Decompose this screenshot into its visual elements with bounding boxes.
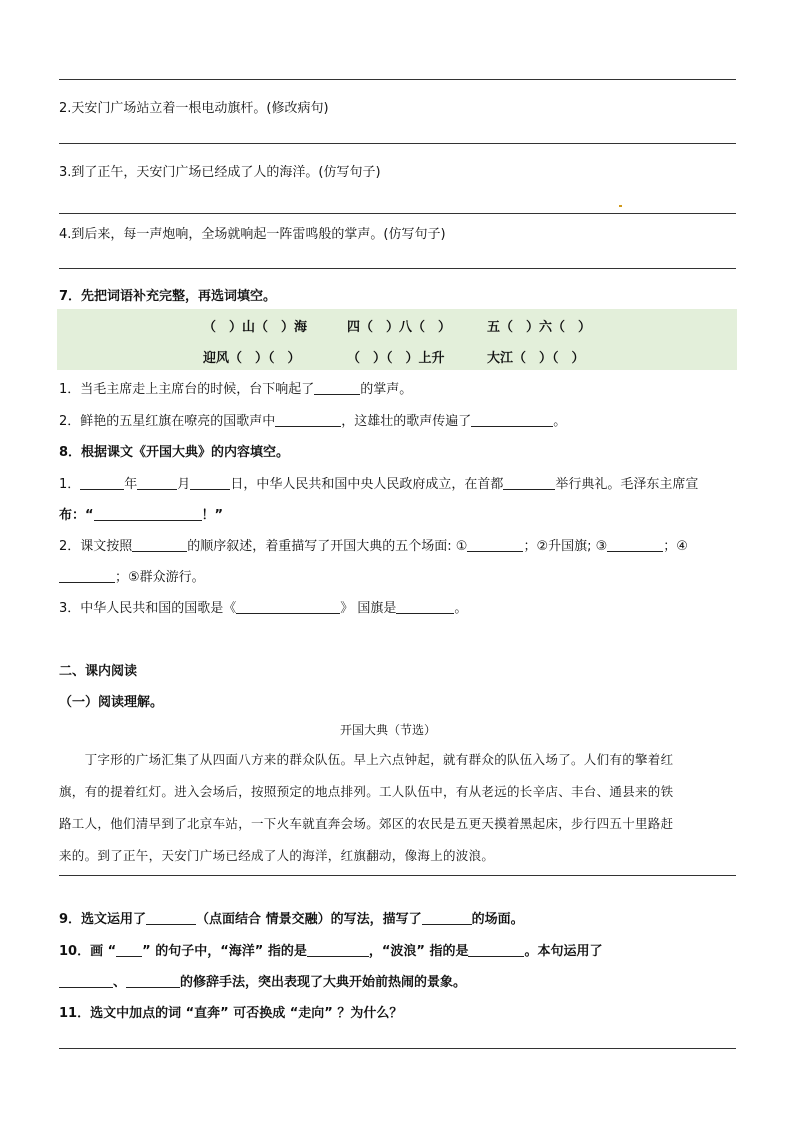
question-4: 4.到后来，每一声炮响，全场就响起一阵雷鸣般的掌声。(仿写句子) xyxy=(59,227,446,242)
question-3: 3.到了正午，天安门广场已经成了人的海洋。(仿写句子) xyxy=(59,165,381,180)
blank[interactable] xyxy=(468,944,524,957)
blank[interactable] xyxy=(59,570,115,583)
blank[interactable] xyxy=(503,477,555,490)
word-2: 四（ ）八（ ） xyxy=(347,320,452,335)
wavy-underline-sample xyxy=(116,945,142,957)
question-10-line-2: 、 的修辞手法，突出表现了大典开始前热闹的景象。 xyxy=(59,971,466,990)
blank[interactable] xyxy=(236,601,340,614)
answer-line-2[interactable] xyxy=(59,143,736,144)
passage-underline xyxy=(59,875,736,876)
answer-line-4[interactable] xyxy=(59,268,736,269)
blank[interactable] xyxy=(132,539,187,552)
blank[interactable] xyxy=(314,382,360,395)
q8-line-3: 2．课文按照 的顺序叙述，着重描写了开国大典的五个场面: ① ；②升国旗; ③ ；④ xyxy=(59,539,688,554)
blank[interactable] xyxy=(59,975,113,988)
q8-line-4: ；⑤群众游行。 xyxy=(59,566,205,585)
q8-line-1: 1． 年 月 日，中华人民共和国中央人民政府成立，在首都 举行典礼。毛泽东主席宣 xyxy=(59,477,699,492)
word-1: （ ）山（ ）海 xyxy=(203,320,308,335)
blank[interactable] xyxy=(146,912,196,925)
orange-mark xyxy=(619,205,622,207)
passage xyxy=(59,744,739,872)
q8-line-5: 3．中华人民共和国的国歌是《 》 国旗是 。 xyxy=(59,601,468,616)
blank[interactable] xyxy=(190,477,230,490)
blank[interactable] xyxy=(80,477,124,490)
blank[interactable] xyxy=(471,414,553,427)
word-4: 迎风（ ）（ ） xyxy=(203,351,301,366)
blank[interactable] xyxy=(467,539,523,552)
q7-sentence-1: 1．当毛主席走上主席台的时候，台下响起了 的掌声。 xyxy=(59,382,413,397)
word-5: （ ）（ ）上升 xyxy=(347,351,445,366)
blank[interactable] xyxy=(307,944,369,957)
q7-sentence-2: 2．鲜艳的五星红旗在嘹亮的国歌声中 ，这雄壮的歌声传遍了 。 xyxy=(59,414,567,429)
q7-title: 7．先把词语补充完整，再选词填空。 xyxy=(59,289,277,304)
blank[interactable] xyxy=(422,912,472,925)
blank[interactable] xyxy=(275,414,341,427)
passage-title: 开国大典（节选） xyxy=(340,723,437,737)
answer-line-1[interactable] xyxy=(59,79,736,80)
word-6: 大江（ ）（ ） xyxy=(487,351,585,366)
sub-heading: （一）阅读理解。 xyxy=(59,695,164,710)
q8-title: 8．根据课文《开国大典》的内容填空。 xyxy=(59,445,290,460)
question-9: 9．选文运用了 （点面结合 情景交融）的写法，描写了 的场面。 xyxy=(59,912,524,927)
word-3: 五（ ）六（ ） xyxy=(487,320,592,335)
blank[interactable] xyxy=(94,508,202,521)
section-heading: 二、课内阅读 xyxy=(59,664,138,679)
question-11: 11．选文中加点的词 “直奔” 可否换成 “走向” ？为什么？ xyxy=(59,1006,403,1021)
passage-line: 丁字形的广场汇集了从四面八方来的群众队伍。早上六点钟起，就有群众的队伍入场了。人们有的擎着红 xyxy=(59,752,674,767)
blank[interactable] xyxy=(137,477,177,490)
blank[interactable] xyxy=(396,601,454,614)
blank[interactable] xyxy=(126,975,180,988)
question-2: 2.天安门广场站立着一根电动旗杆。(修改病句) xyxy=(59,101,329,116)
q8-line-2: 布：“ ！” xyxy=(59,508,224,523)
passage-line: 来的。到了正午，天安门广场已经成了人的海洋，红旗翻动，像海上的波浪。 xyxy=(59,848,495,863)
passage-line: 路工人，他们清早到了北京车站，一下火车就直奔会场。郊区的农民是五更天摸着黑起床，步行四五十里路赶 xyxy=(59,816,674,831)
answer-line-11[interactable] xyxy=(59,1048,736,1049)
passage-line: 旗，有的提着红灯。进入会场后，按照预定的地点排列。工人队伍中，有从老远的长辛店、丰台、通县来的铁 xyxy=(59,784,674,799)
question-10-line-1: 10．画 “ ” 的句子中，“海洋” 指的是 ，“波浪” 指的是 。本句运用了 xyxy=(59,944,603,959)
blank[interactable] xyxy=(607,539,663,552)
answer-line-3[interactable] xyxy=(59,213,736,214)
